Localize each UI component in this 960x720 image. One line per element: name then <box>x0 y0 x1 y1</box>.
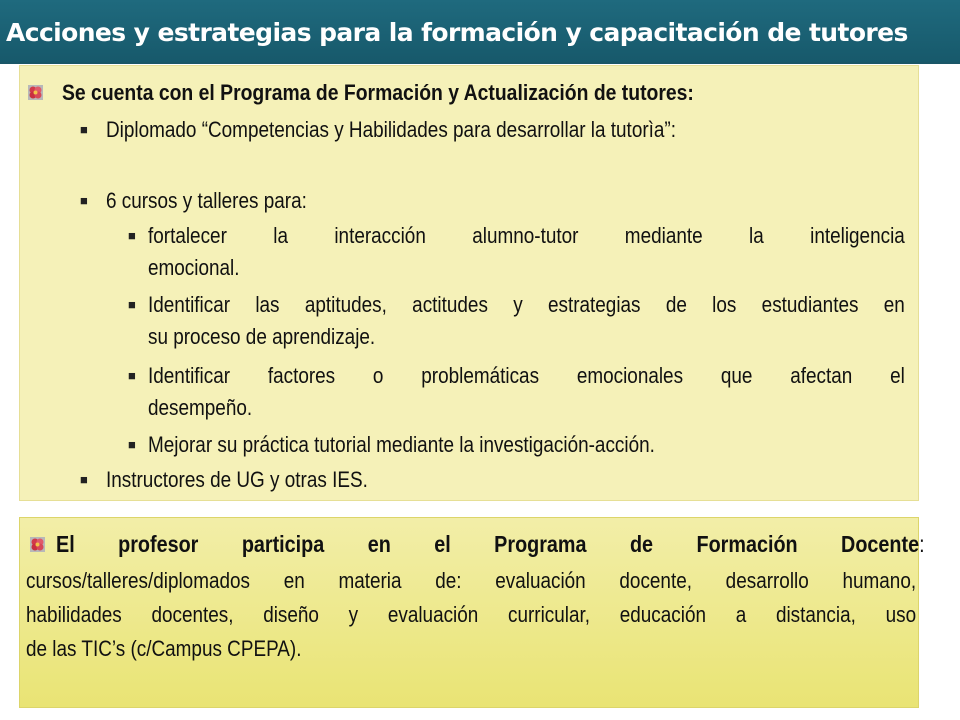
teacher-box <box>19 517 925 708</box>
square-bullet-icon: ■ <box>128 297 136 312</box>
flower-bullet-icon <box>30 537 45 552</box>
program-heading: Se cuenta con el Programa de Formación y Actualización de tutores: <box>62 80 694 105</box>
subitem-line: Identificar las aptitudes, actitudes y estrategias de los estudiantes en <box>148 292 905 317</box>
square-bullet-icon: ■ <box>128 437 136 452</box>
subitem-line: su proceso de aprendizaje. <box>148 324 376 349</box>
slide-header <box>0 0 960 64</box>
square-bullet-icon: ■ <box>128 368 136 383</box>
teacher-text-line: habilidades docentes, diseño y evaluación curricular, educación a distancia, uso <box>26 602 917 627</box>
teacher-heading <box>56 530 925 559</box>
instructors-item: Instructores de UG y otras IES. <box>106 467 368 492</box>
flower-bullet-icon <box>28 85 43 100</box>
slide-title: Acciones y estrategias para la formación y capacitación de tutores <box>6 18 908 47</box>
program-box <box>19 65 919 501</box>
square-bullet-icon: ■ <box>80 472 88 487</box>
teacher-text-line: de las TIC’s (c/Campus CPEPA). <box>26 636 302 661</box>
subitem-line: emocional. <box>148 255 240 280</box>
square-bullet-icon: ■ <box>128 228 136 243</box>
subitem-line: Mejorar su práctica tutorial mediante la investigación-acción. <box>148 432 655 457</box>
teacher-text-line: cursos/talleres/diplomados en materia de: evaluación docente, desarrollo humano, <box>26 568 917 593</box>
teacher-heading-text: El profesor participa en el Programa de Formación Docente <box>56 531 920 557</box>
square-bullet-icon: ■ <box>80 193 88 208</box>
diplomado-item: Diplomado “Competencias y Habilidades para desarrollar la tutorìa”: <box>106 117 676 142</box>
subitem-line: desempeño. <box>148 395 253 420</box>
subitem-line: fortalecer la interacción alumno-tutor mediante la inteligencia <box>148 223 905 248</box>
square-bullet-icon: ■ <box>80 122 88 137</box>
heading-colon: : <box>919 531 925 557</box>
subitem-line: Identificar factores o problemáticas emocionales que afectan el <box>148 363 905 388</box>
courses-item: 6 cursos y talleres para: <box>106 188 307 213</box>
